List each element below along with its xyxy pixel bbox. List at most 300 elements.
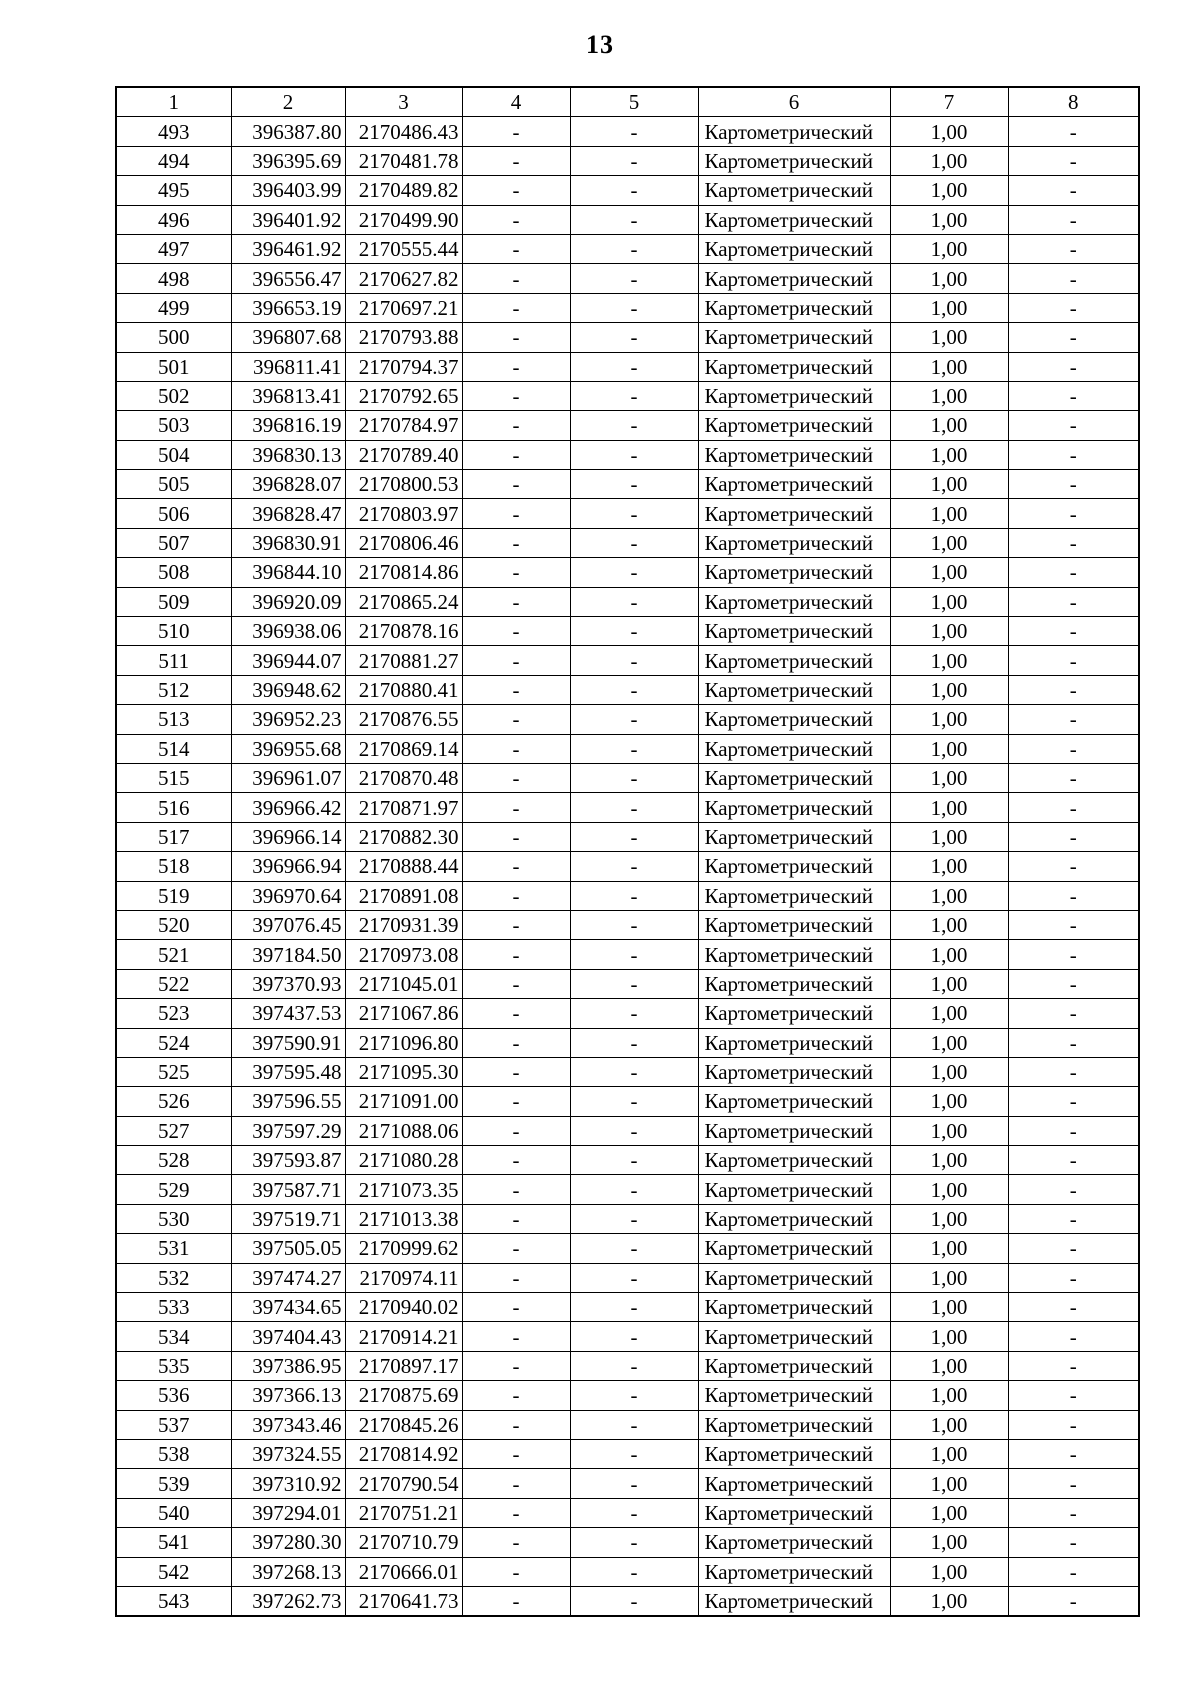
y-coordinate: 2170865.24: [345, 587, 462, 616]
column-header: 5: [570, 87, 698, 117]
col-8-value: -: [1008, 646, 1139, 675]
col-4-value: -: [462, 646, 570, 675]
col-5-value: -: [570, 1087, 698, 1116]
col-4-value: -: [462, 1146, 570, 1175]
point-number: 530: [116, 1204, 231, 1233]
table-row: [116, 1146, 1139, 1175]
x-coordinate: 397597.29: [231, 1116, 345, 1145]
table-row: [116, 234, 1139, 263]
method-value: Картометрический: [698, 470, 890, 499]
col-8-value: -: [1008, 1028, 1139, 1057]
col-8-value: -: [1008, 1087, 1139, 1116]
point-number: 503: [116, 411, 231, 440]
accuracy-value: 1,00: [890, 411, 1008, 440]
point-number: 506: [116, 499, 231, 528]
x-coordinate: 396828.07: [231, 470, 345, 499]
y-coordinate: 2170789.40: [345, 440, 462, 469]
x-coordinate: 396653.19: [231, 293, 345, 322]
method-value: Картометрический: [698, 881, 890, 910]
point-number: 542: [116, 1557, 231, 1586]
method-value: Картометрический: [698, 675, 890, 704]
col-4-value: -: [462, 1057, 570, 1086]
point-number: 513: [116, 705, 231, 734]
y-coordinate: 2170784.97: [345, 411, 462, 440]
col-8-value: -: [1008, 440, 1139, 469]
col-8-value: -: [1008, 381, 1139, 410]
table-row: [116, 1087, 1139, 1116]
method-value: Картометрический: [698, 528, 890, 557]
method-value: Картометрический: [698, 1175, 890, 1204]
col-8-value: -: [1008, 323, 1139, 352]
col-5-value: -: [570, 999, 698, 1028]
col-4-value: -: [462, 176, 570, 205]
col-8-value: -: [1008, 910, 1139, 939]
method-value: Картометрический: [698, 117, 890, 146]
accuracy-value: 1,00: [890, 528, 1008, 557]
col-4-value: -: [462, 1116, 570, 1145]
y-coordinate: 2170486.43: [345, 117, 462, 146]
col-5-value: -: [570, 234, 698, 263]
col-5-value: -: [570, 705, 698, 734]
y-coordinate: 2170814.86: [345, 558, 462, 587]
y-coordinate: 2170878.16: [345, 617, 462, 646]
table-row: [116, 146, 1139, 175]
method-value: Картометрический: [698, 763, 890, 792]
column-header: 6: [698, 87, 890, 117]
accuracy-value: 1,00: [890, 117, 1008, 146]
x-coordinate: 396966.14: [231, 822, 345, 851]
accuracy-value: 1,00: [890, 587, 1008, 616]
y-coordinate: 2170869.14: [345, 734, 462, 763]
col-8-value: -: [1008, 411, 1139, 440]
x-coordinate: 396948.62: [231, 675, 345, 704]
x-coordinate: 396952.23: [231, 705, 345, 734]
col-4-value: -: [462, 1469, 570, 1498]
y-coordinate: 2170792.65: [345, 381, 462, 410]
table-row: [116, 1557, 1139, 1586]
point-number: 520: [116, 910, 231, 939]
col-5-value: -: [570, 293, 698, 322]
y-coordinate: 2170871.97: [345, 793, 462, 822]
col-5-value: -: [570, 1263, 698, 1292]
y-coordinate: 2170931.39: [345, 910, 462, 939]
method-value: Картометрический: [698, 852, 890, 881]
col-8-value: -: [1008, 734, 1139, 763]
accuracy-value: 1,00: [890, 234, 1008, 263]
accuracy-value: 1,00: [890, 470, 1008, 499]
point-number: 498: [116, 264, 231, 293]
x-coordinate: 397343.46: [231, 1410, 345, 1439]
y-coordinate: 2170999.62: [345, 1234, 462, 1263]
table-row: [116, 411, 1139, 440]
accuracy-value: 1,00: [890, 1087, 1008, 1116]
accuracy-value: 1,00: [890, 1498, 1008, 1527]
col-4-value: -: [462, 1234, 570, 1263]
col-8-value: -: [1008, 470, 1139, 499]
col-8-value: -: [1008, 1293, 1139, 1322]
column-header: 7: [890, 87, 1008, 117]
x-coordinate: 396807.68: [231, 323, 345, 352]
y-coordinate: 2170814.92: [345, 1439, 462, 1468]
accuracy-value: 1,00: [890, 352, 1008, 381]
accuracy-value: 1,00: [890, 146, 1008, 175]
accuracy-value: 1,00: [890, 1116, 1008, 1145]
method-value: Картометрический: [698, 1116, 890, 1145]
col-8-value: -: [1008, 940, 1139, 969]
y-coordinate: 2170891.08: [345, 881, 462, 910]
x-coordinate: 396944.07: [231, 646, 345, 675]
method-value: Картометрический: [698, 1204, 890, 1233]
x-coordinate: 397595.48: [231, 1057, 345, 1086]
table-row: [116, 705, 1139, 734]
y-coordinate: 2170666.01: [345, 1557, 462, 1586]
method-value: Картометрический: [698, 969, 890, 998]
y-coordinate: 2170870.48: [345, 763, 462, 792]
accuracy-value: 1,00: [890, 1175, 1008, 1204]
accuracy-value: 1,00: [890, 1469, 1008, 1498]
col-4-value: -: [462, 264, 570, 293]
accuracy-value: 1,00: [890, 793, 1008, 822]
method-value: Картометрический: [698, 822, 890, 851]
table-row: [116, 1057, 1139, 1086]
point-number: 505: [116, 470, 231, 499]
col-5-value: -: [570, 793, 698, 822]
col-8-value: -: [1008, 1263, 1139, 1292]
x-coordinate: 396955.68: [231, 734, 345, 763]
method-value: Картометрический: [698, 1381, 890, 1410]
point-number: 518: [116, 852, 231, 881]
table-row: [116, 1586, 1139, 1616]
point-number: 523: [116, 999, 231, 1028]
col-5-value: -: [570, 1351, 698, 1380]
point-number: 543: [116, 1586, 231, 1616]
col-4-value: -: [462, 1087, 570, 1116]
x-coordinate: 396813.41: [231, 381, 345, 410]
col-8-value: -: [1008, 558, 1139, 587]
point-number: 507: [116, 528, 231, 557]
col-5-value: -: [570, 852, 698, 881]
col-4-value: -: [462, 910, 570, 939]
method-value: Картометрический: [698, 646, 890, 675]
point-number: 526: [116, 1087, 231, 1116]
accuracy-value: 1,00: [890, 940, 1008, 969]
col-8-value: -: [1008, 1234, 1139, 1263]
x-coordinate: 397505.05: [231, 1234, 345, 1263]
x-coordinate: 397294.01: [231, 1498, 345, 1527]
col-4-value: -: [462, 323, 570, 352]
x-coordinate: 397076.45: [231, 910, 345, 939]
x-coordinate: 397366.13: [231, 1381, 345, 1410]
col-5-value: -: [570, 822, 698, 851]
col-4-value: -: [462, 1586, 570, 1616]
col-4-value: -: [462, 234, 570, 263]
table-row: [116, 440, 1139, 469]
col-5-value: -: [570, 352, 698, 381]
point-number: 504: [116, 440, 231, 469]
col-8-value: -: [1008, 264, 1139, 293]
table-row: [116, 675, 1139, 704]
method-value: Картометрический: [698, 1146, 890, 1175]
point-number: 524: [116, 1028, 231, 1057]
accuracy-value: 1,00: [890, 1528, 1008, 1557]
table-row: [116, 470, 1139, 499]
method-value: Картометрический: [698, 1028, 890, 1057]
accuracy-value: 1,00: [890, 969, 1008, 998]
point-number: 509: [116, 587, 231, 616]
method-value: Картометрический: [698, 1322, 890, 1351]
col-5-value: -: [570, 146, 698, 175]
y-coordinate: 2171095.30: [345, 1057, 462, 1086]
accuracy-value: 1,00: [890, 1381, 1008, 1410]
col-5-value: -: [570, 1057, 698, 1086]
y-coordinate: 2170880.41: [345, 675, 462, 704]
col-8-value: -: [1008, 969, 1139, 998]
y-coordinate: 2170794.37: [345, 352, 462, 381]
point-number: 534: [116, 1322, 231, 1351]
table-row: [116, 1351, 1139, 1380]
table-row: [116, 499, 1139, 528]
x-coordinate: 397590.91: [231, 1028, 345, 1057]
col-4-value: -: [462, 205, 570, 234]
y-coordinate: 2170790.54: [345, 1469, 462, 1498]
method-value: Картометрический: [698, 910, 890, 939]
method-value: Картометрический: [698, 734, 890, 763]
column-header: 2: [231, 87, 345, 117]
x-coordinate: 396395.69: [231, 146, 345, 175]
col-8-value: -: [1008, 176, 1139, 205]
point-number: 499: [116, 293, 231, 322]
col-5-value: -: [570, 499, 698, 528]
col-5-value: -: [570, 1175, 698, 1204]
col-8-value: -: [1008, 675, 1139, 704]
col-4-value: -: [462, 558, 570, 587]
point-number: 514: [116, 734, 231, 763]
col-5-value: -: [570, 1586, 698, 1616]
x-coordinate: 396387.80: [231, 117, 345, 146]
method-value: Картометрический: [698, 352, 890, 381]
table-row: [116, 881, 1139, 910]
col-4-value: -: [462, 528, 570, 557]
col-8-value: -: [1008, 587, 1139, 616]
col-8-value: -: [1008, 293, 1139, 322]
col-8-value: -: [1008, 1204, 1139, 1233]
accuracy-value: 1,00: [890, 1028, 1008, 1057]
col-4-value: -: [462, 1028, 570, 1057]
point-number: 528: [116, 1146, 231, 1175]
col-5-value: -: [570, 587, 698, 616]
method-value: Картометрический: [698, 1557, 890, 1586]
y-coordinate: 2170875.69: [345, 1381, 462, 1410]
col-5-value: -: [570, 969, 698, 998]
col-8-value: -: [1008, 1057, 1139, 1086]
point-number: 511: [116, 646, 231, 675]
table-row: [116, 646, 1139, 675]
coordinates-table: [115, 86, 1140, 1617]
col-8-value: -: [1008, 1381, 1139, 1410]
point-number: 531: [116, 1234, 231, 1263]
point-number: 525: [116, 1057, 231, 1086]
col-5-value: -: [570, 1116, 698, 1145]
point-number: 535: [116, 1351, 231, 1380]
col-4-value: -: [462, 734, 570, 763]
x-coordinate: 397184.50: [231, 940, 345, 969]
accuracy-value: 1,00: [890, 910, 1008, 939]
col-8-value: -: [1008, 1322, 1139, 1351]
table-row: [116, 1528, 1139, 1557]
point-number: 512: [116, 675, 231, 704]
accuracy-value: 1,00: [890, 1293, 1008, 1322]
accuracy-value: 1,00: [890, 264, 1008, 293]
accuracy-value: 1,00: [890, 558, 1008, 587]
accuracy-value: 1,00: [890, 734, 1008, 763]
method-value: Картометрический: [698, 1293, 890, 1322]
x-coordinate: 396830.13: [231, 440, 345, 469]
table-row: [116, 1410, 1139, 1439]
table-row: [116, 293, 1139, 322]
method-value: Картометрический: [698, 940, 890, 969]
col-8-value: -: [1008, 999, 1139, 1028]
col-5-value: -: [570, 558, 698, 587]
col-4-value: -: [462, 852, 570, 881]
table-row: [116, 1204, 1139, 1233]
method-value: Картометрический: [698, 1439, 890, 1468]
y-coordinate: 2171073.35: [345, 1175, 462, 1204]
point-number: 494: [116, 146, 231, 175]
accuracy-value: 1,00: [890, 705, 1008, 734]
table-row: [116, 1028, 1139, 1057]
col-8-value: -: [1008, 1351, 1139, 1380]
table-row: [116, 1381, 1139, 1410]
accuracy-value: 1,00: [890, 205, 1008, 234]
method-value: Картометрический: [698, 1469, 890, 1498]
accuracy-value: 1,00: [890, 1439, 1008, 1468]
accuracy-value: 1,00: [890, 1557, 1008, 1586]
method-value: Картометрический: [698, 234, 890, 263]
y-coordinate: 2170751.21: [345, 1498, 462, 1527]
x-coordinate: 396556.47: [231, 264, 345, 293]
col-5-value: -: [570, 1293, 698, 1322]
y-coordinate: 2170881.27: [345, 646, 462, 675]
point-number: 521: [116, 940, 231, 969]
point-number: 516: [116, 793, 231, 822]
table-body: [116, 117, 1139, 1616]
method-value: Картометрический: [698, 1087, 890, 1116]
col-4-value: -: [462, 146, 570, 175]
col-5-value: -: [570, 1498, 698, 1527]
method-value: Картометрический: [698, 1351, 890, 1380]
x-coordinate: 396830.91: [231, 528, 345, 557]
table-row: [116, 763, 1139, 792]
x-coordinate: 397434.65: [231, 1293, 345, 1322]
col-5-value: -: [570, 528, 698, 557]
accuracy-value: 1,00: [890, 499, 1008, 528]
col-4-value: -: [462, 470, 570, 499]
x-coordinate: 397370.93: [231, 969, 345, 998]
accuracy-value: 1,00: [890, 176, 1008, 205]
col-8-value: -: [1008, 617, 1139, 646]
col-4-value: -: [462, 381, 570, 410]
col-4-value: -: [462, 1528, 570, 1557]
x-coordinate: 396966.42: [231, 793, 345, 822]
method-value: Картометрический: [698, 1234, 890, 1263]
col-5-value: -: [570, 940, 698, 969]
method-value: Картометрический: [698, 205, 890, 234]
y-coordinate: 2170489.82: [345, 176, 462, 205]
column-header: 1: [116, 87, 231, 117]
col-4-value: -: [462, 1322, 570, 1351]
col-4-value: -: [462, 587, 570, 616]
col-4-value: -: [462, 293, 570, 322]
col-4-value: -: [462, 969, 570, 998]
col-5-value: -: [570, 176, 698, 205]
x-coordinate: 396828.47: [231, 499, 345, 528]
col-8-value: -: [1008, 234, 1139, 263]
x-coordinate: 397404.43: [231, 1322, 345, 1351]
accuracy-value: 1,00: [890, 1146, 1008, 1175]
col-5-value: -: [570, 205, 698, 234]
col-4-value: -: [462, 763, 570, 792]
col-5-value: -: [570, 381, 698, 410]
col-4-value: -: [462, 440, 570, 469]
y-coordinate: 2170499.90: [345, 205, 462, 234]
col-8-value: -: [1008, 352, 1139, 381]
table-row: [116, 1175, 1139, 1204]
table-row: [116, 381, 1139, 410]
col-4-value: -: [462, 1381, 570, 1410]
table-row: [116, 940, 1139, 969]
table-row: [116, 617, 1139, 646]
accuracy-value: 1,00: [890, 617, 1008, 646]
point-number: 495: [116, 176, 231, 205]
y-coordinate: 2171067.86: [345, 999, 462, 1028]
col-5-value: -: [570, 440, 698, 469]
accuracy-value: 1,00: [890, 293, 1008, 322]
table-row: [116, 1293, 1139, 1322]
point-number: 532: [116, 1263, 231, 1292]
col-5-value: -: [570, 617, 698, 646]
page-number: 13: [586, 30, 614, 59]
col-8-value: -: [1008, 528, 1139, 557]
x-coordinate: 396920.09: [231, 587, 345, 616]
method-value: Картометрический: [698, 1410, 890, 1439]
col-8-value: -: [1008, 1410, 1139, 1439]
accuracy-value: 1,00: [890, 1234, 1008, 1263]
col-4-value: -: [462, 1204, 570, 1233]
col-5-value: -: [570, 1322, 698, 1351]
y-coordinate: 2170641.73: [345, 1586, 462, 1616]
col-4-value: -: [462, 1498, 570, 1527]
x-coordinate: 397280.30: [231, 1528, 345, 1557]
y-coordinate: 2170914.21: [345, 1322, 462, 1351]
table-row: [116, 1116, 1139, 1145]
col-5-value: -: [570, 675, 698, 704]
point-number: 529: [116, 1175, 231, 1204]
x-coordinate: 396970.64: [231, 881, 345, 910]
col-5-value: -: [570, 1469, 698, 1498]
col-4-value: -: [462, 1175, 570, 1204]
col-8-value: -: [1008, 117, 1139, 146]
x-coordinate: 396403.99: [231, 176, 345, 205]
accuracy-value: 1,00: [890, 675, 1008, 704]
col-5-value: -: [570, 1146, 698, 1175]
y-coordinate: 2170481.78: [345, 146, 462, 175]
point-number: 522: [116, 969, 231, 998]
table-row: [116, 793, 1139, 822]
table-row: [116, 1263, 1139, 1292]
method-value: Картометрический: [698, 176, 890, 205]
point-number: 497: [116, 234, 231, 263]
accuracy-value: 1,00: [890, 1057, 1008, 1086]
